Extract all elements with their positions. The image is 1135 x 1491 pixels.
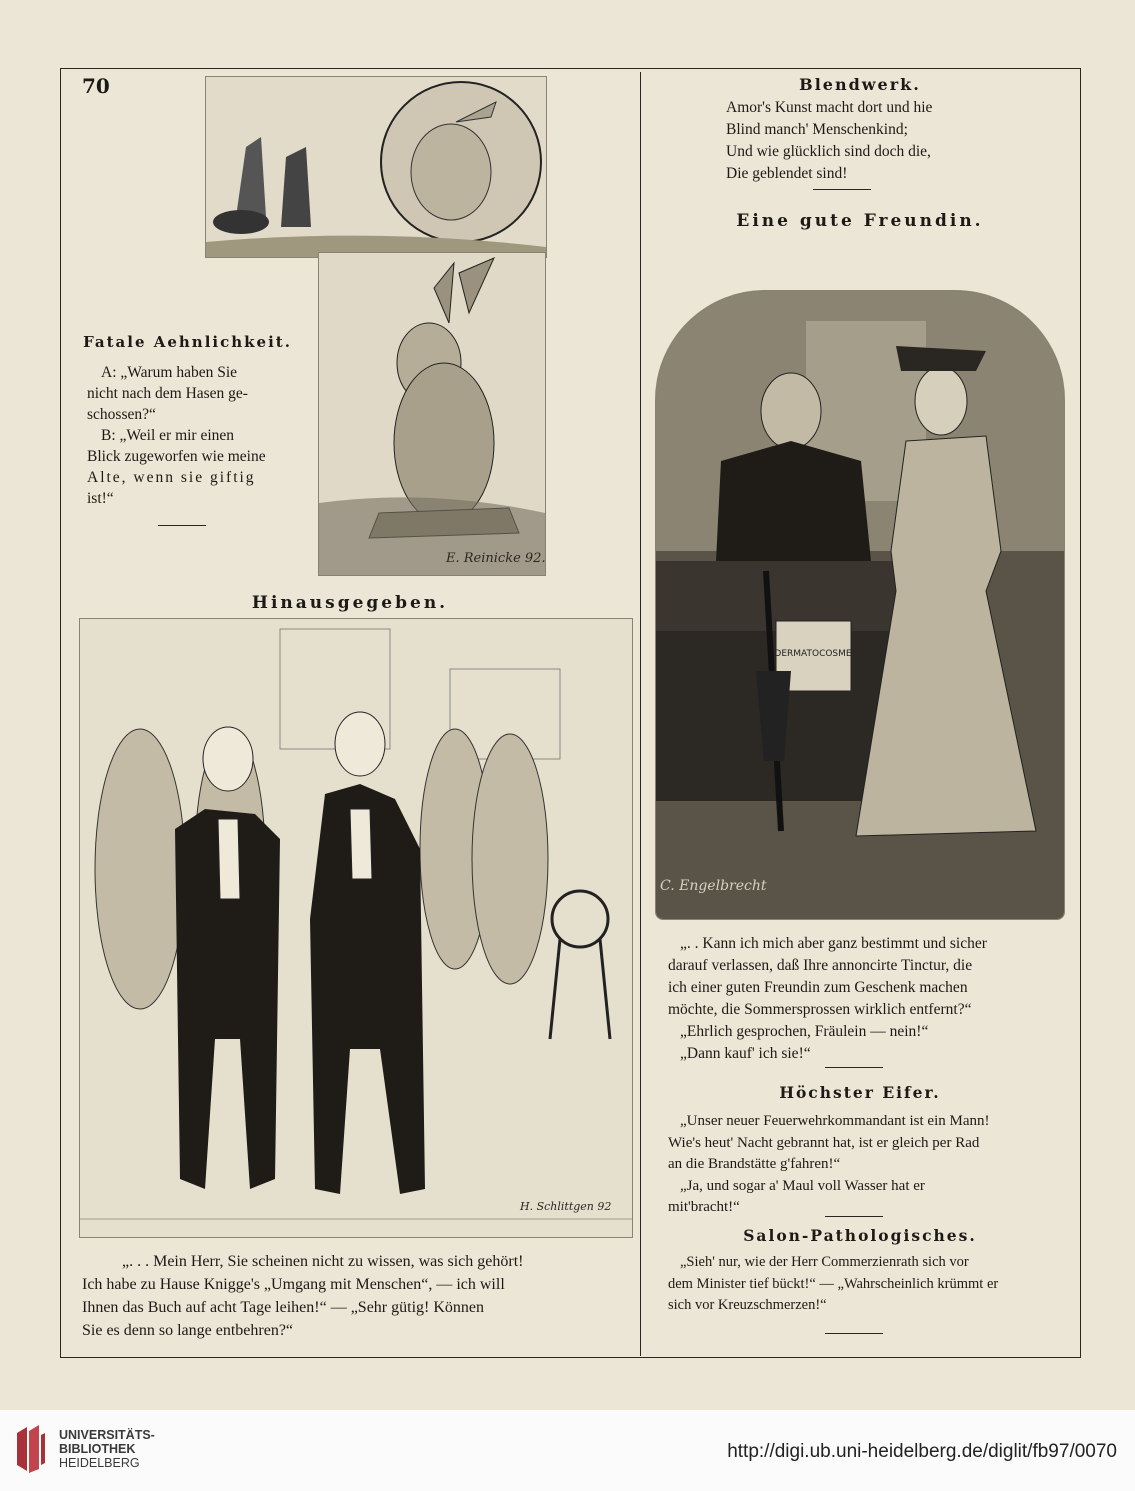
salon-heading: Salon-Pathologisches.	[743, 1226, 977, 1245]
freundin-heading: Eine gute Freundin.	[736, 211, 984, 231]
eifer-line: Wie's heut' Nacht gebrannt hat, ist er gleich per Rad	[668, 1134, 980, 1151]
salon-line: sich vor Kreuzschmerzen!“	[668, 1297, 827, 1313]
eifer-heading: Höchster Eifer.	[779, 1083, 941, 1102]
ballroom-illustration	[79, 618, 633, 1238]
fatale-line: A: „Warum haben Sie	[101, 364, 238, 381]
eifer-line: „Unser neuer Feuerwehrkommandant ist ein Mann!	[680, 1113, 990, 1129]
hinaus-line: Ich habe zu Hause Knigge's „Umgang mit Menschen“, — ich will	[82, 1276, 505, 1293]
salon-text	[668, 1252, 1052, 1317]
eifer-rule	[825, 1216, 883, 1217]
freundin-line: darauf verlassen, daß Ihre annoncirte Tinctur, die	[668, 957, 973, 974]
source-url[interactable]: http://digi.ub.uni-heidelberg.de/diglit/fb97/0070	[727, 1441, 1117, 1462]
salon-rule	[825, 1333, 883, 1334]
eifer-text	[668, 1111, 1052, 1219]
fatale-line: Alte, wenn sie giftig	[87, 469, 256, 486]
logo-line: BIBLIOTHEK	[59, 1442, 136, 1456]
blendwerk-rule	[813, 189, 871, 190]
hinaus-heading: Hinausgegeben.	[251, 593, 449, 613]
library-logo-icon	[15, 1425, 47, 1473]
fatale-heading: Fatale Aehnlichkeit.	[83, 333, 292, 351]
blendwerk-line: Und wie glücklich sind doch die,	[726, 143, 931, 160]
hare-illustration	[318, 252, 546, 576]
salon-line: „Sieh' nur, wie der Herr Commerzienrath sich vor	[680, 1254, 969, 1270]
freundin-line: „. . Kann ich mich aber ganz bestimmt und sicher	[680, 935, 987, 952]
ballroom-signature: H. Schlittgen 92	[520, 1200, 612, 1213]
fatale-line: ist!“	[87, 490, 114, 507]
hare-signature: E. Reinicke 92.	[446, 551, 546, 566]
hunting-illustration	[205, 76, 547, 258]
eifer-line: „Ja, und sogar a' Maul voll Wasser hat er	[680, 1177, 925, 1194]
blendwerk-poem	[726, 97, 1026, 185]
shop-sign-text: DERMATOCOSME	[774, 649, 852, 659]
hinaus-text	[82, 1250, 628, 1342]
shop-counter-illustration	[655, 290, 1065, 920]
blendwerk-line: Die geblendet sind!	[726, 165, 848, 182]
eifer-line: mit'bracht!“	[668, 1199, 740, 1215]
fatale-line: Blick zugeworfen wie meine	[87, 448, 266, 465]
eifer-line: an die Brandstätte g'fahren!“	[668, 1156, 841, 1172]
freundin-line: „Dann kauf' ich sie!“	[680, 1045, 811, 1062]
library-logo-text	[59, 1428, 155, 1470]
logo-line: UNIVERSITÄTS-	[59, 1428, 155, 1442]
fatale-line: nicht nach dem Hasen ge-	[87, 385, 248, 402]
hinaus-line: „. . . Mein Herr, Sie scheinen nicht zu wissen, was sich gehört!	[122, 1253, 524, 1270]
column-divider	[640, 72, 641, 1356]
freundin-rule	[825, 1067, 883, 1068]
shop-signature: C. Engelbrecht	[660, 878, 767, 894]
blendwerk-line: Amor's Kunst macht dort und hie	[726, 99, 933, 116]
fatale-line: schossen?“	[87, 406, 156, 423]
freundin-text	[668, 933, 1052, 1065]
freundin-line: „Ehrlich gesprochen, Fräulein — nein!“	[680, 1023, 929, 1040]
logo-line: HEIDELBERG	[59, 1456, 140, 1470]
salon-line: dem Minister tief bückt!“ — „Wahrscheinlich krümmt er	[668, 1275, 999, 1292]
freundin-line: ich einer guten Freundin zum Geschenk machen	[668, 979, 968, 996]
hinaus-line: Ihnen das Buch auf acht Tage leihen!“ — „Sehr gütig! Können	[82, 1299, 485, 1316]
fatale-rule	[158, 525, 206, 526]
blendwerk-heading: Blendwerk.	[799, 75, 921, 94]
hinaus-line: Sie es denn so lange entbehren?“	[82, 1322, 294, 1339]
fatale-line: B: „Weil er mir einen	[101, 427, 235, 444]
blendwerk-line: Blind manch' Menschenkind;	[726, 121, 908, 138]
fatale-text	[87, 362, 287, 509]
freundin-line: möchte, die Sommersprossen wirklich entfernt?“	[668, 1001, 972, 1018]
page-number: 70	[82, 74, 110, 98]
